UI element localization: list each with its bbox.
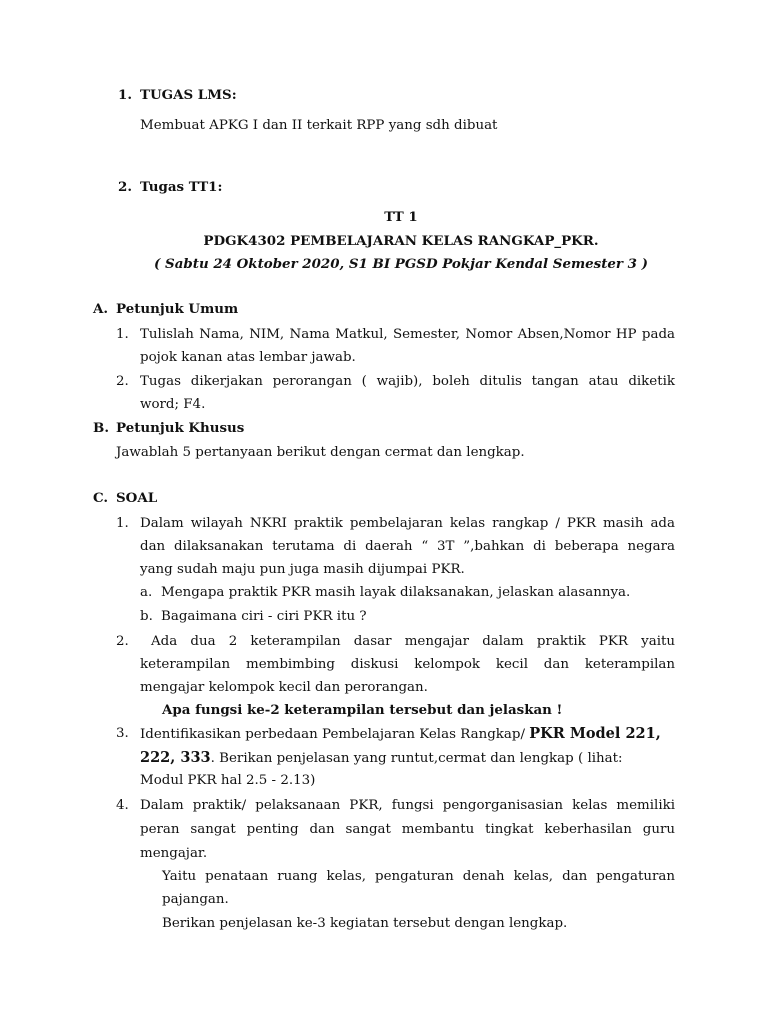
- question-3-line2-text: . Berikan penjelasan yang runtut,cermat dan lengkap ( lihat:: [210, 751, 623, 766]
- date-line: ( Sabtu 24 Oktober 2020, S1 BI PGSD Pokjar Kendal Semester 3 ): [154, 256, 648, 272]
- question-3-line3: Modul PKR hal 2.5 - 2.13): [140, 773, 316, 788]
- tt1-heading: Tugas TT1:: [140, 179, 223, 195]
- question-1a-text: Mengapa praktik PKR masih layak dilaksanakan, jelaskan alasannya.: [161, 585, 631, 600]
- section-a-letter: A.: [93, 301, 109, 317]
- question-1b-label: b.: [140, 609, 153, 624]
- question-4-line5: pajangan.: [162, 892, 229, 907]
- question-2-line3: mengajar kelompok kecil dan perorangan.: [140, 680, 428, 695]
- section-b-body: Jawablah 5 pertanyaan berikut dengan cermat dan lengkap.: [116, 445, 525, 460]
- question-4-line2: peran sangat penting dan sangat membantu tingkat keberhasilan guru: [140, 822, 675, 837]
- question-3-line1: [140, 725, 661, 743]
- question-3-line1-text: Identifikasikan perbedaan Pembelajaran Kelas Rangkap/: [140, 727, 530, 742]
- section-b-letter: B.: [93, 420, 109, 436]
- question-3-number: 3.: [116, 726, 129, 741]
- question-1b-text: Bagaimana ciri - ciri PKR itu ?: [161, 609, 367, 624]
- a-item-1-line1: Tulislah Nama, NIM, Nama Matkul, Semester, Nomor Absen,Nomor HP pada: [140, 327, 675, 342]
- question-2-line1: Ada dua 2 keterampilan dasar mengajar dalam praktik PKR yaitu: [151, 634, 675, 649]
- section-c-heading: SOAL: [116, 490, 158, 506]
- question-1-line3: yang sudah maju pun juga masih dijumpai PKR.: [140, 562, 465, 577]
- lms-heading: TUGAS LMS:: [140, 87, 237, 103]
- question-4-number: 4.: [116, 798, 129, 813]
- question-1a-label: a.: [140, 585, 153, 600]
- question-1-number: 1.: [116, 516, 129, 531]
- question-2-ask: Apa fungsi ke-2 keterampilan tersebut dan jelaskan !: [162, 702, 563, 718]
- section-a-heading: Petunjuk Umum: [116, 301, 239, 317]
- question-4-line4: Yaitu penataan ruang kelas, pengaturan denah kelas, dan pengaturan: [162, 869, 675, 884]
- question-2-number: 2.: [116, 634, 129, 649]
- lms-body: Membuat APKG I dan II terkait RPP yang sdh dibuat: [140, 118, 498, 133]
- a-item-1-line2: pojok kanan atas lembar jawab.: [140, 350, 356, 365]
- question-3-models: PKR Model 221,: [529, 725, 661, 742]
- question-4-line6: Berikan penjelasan ke-3 kegiatan tersebut dengan lengkap.: [162, 916, 568, 931]
- lms-number: 1.: [118, 87, 132, 103]
- a-item-2-number: 2.: [116, 374, 129, 389]
- tt1-number: 2.: [118, 179, 132, 195]
- a-item-1-number: 1.: [116, 327, 129, 342]
- question-1-line2: dan dilaksanakan terutama di daerah “ 3T ”,bahkan di beberapa negara: [140, 539, 675, 554]
- question-1-line1: Dalam wilayah NKRI praktik pembelajaran kelas rangkap / PKR masih ada: [140, 516, 675, 531]
- question-3-line2: [140, 749, 623, 767]
- course-title: PDGK4302 PEMBELAJARAN KELAS RANGKAP_PKR.: [203, 233, 599, 249]
- section-c-letter: C.: [93, 490, 109, 506]
- question-2-line2: keterampilan membimbing diskusi kelompok kecil dan keterampilan: [140, 657, 675, 672]
- question-4-line3: mengajar.: [140, 846, 208, 861]
- doc-title: TT 1: [384, 209, 418, 225]
- a-item-2-line1: Tugas dikerjakan perorangan ( wajib), boleh ditulis tangan atau diketik: [140, 374, 675, 389]
- question-3-models-cont: 222, 333: [140, 749, 211, 766]
- section-b-heading: Petunjuk Khusus: [116, 420, 245, 436]
- a-item-2-line2: word; F4.: [140, 397, 206, 412]
- question-4-line1: Dalam praktik/ pelaksanaan PKR, fungsi pengorganisasian kelas memiliki: [140, 798, 675, 813]
